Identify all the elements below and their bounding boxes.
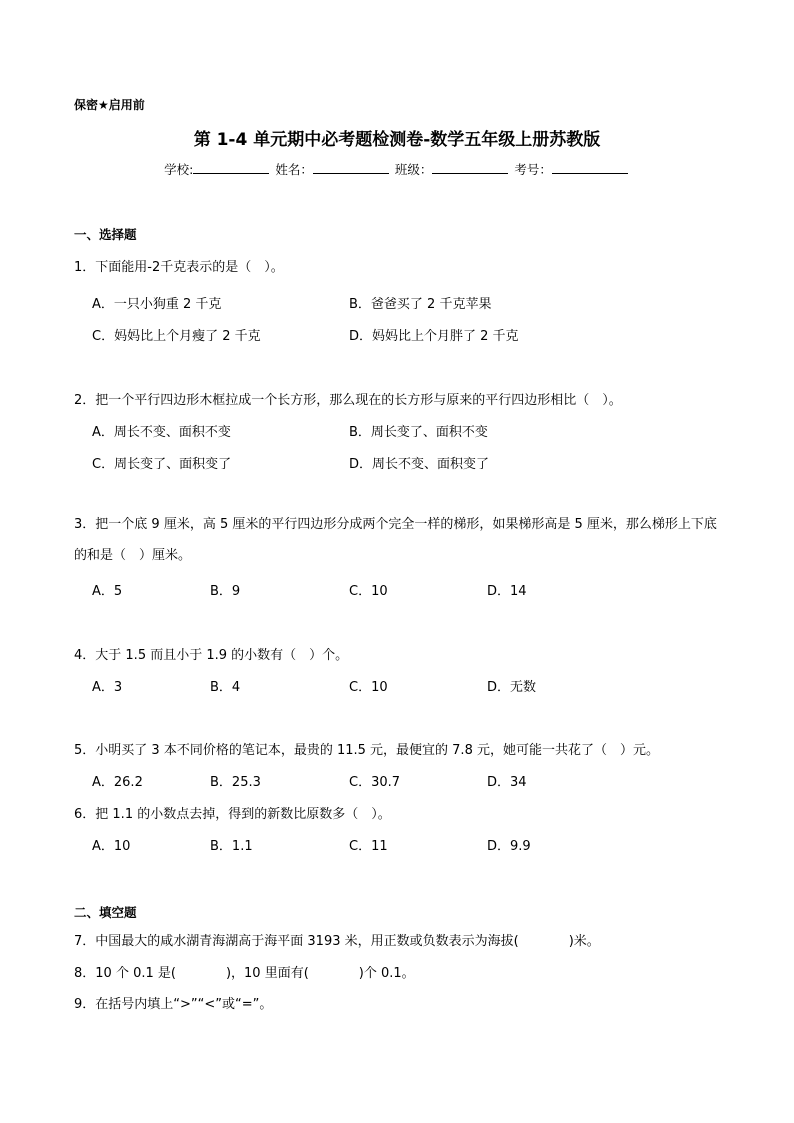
question-text: 中国最大的咸水湖青海湖高于海平面 3193 米，用正数或负数表示为海拔( [95,934,519,949]
question-text: 在括号内填上“>”“<”或“=”。 [95,997,273,1012]
question-2 [74,389,622,408]
question-text: 把一个平行四边形木框拉成一个长方形，那么现在的长方形与原来的平行四边形相比（ ）。 [95,393,622,408]
exam-number-label: 考号： [514,162,552,177]
q5-option-a[interactable]: A．26.2 [92,775,143,790]
q3-option-b[interactable]: B．9 [210,584,241,599]
question-text: 大于 1.5 而且小于 1.9 的小数有（ ）个。 [95,648,349,663]
q3-option-a[interactable]: A．5 [92,584,123,599]
section-title-choice: 一、选择题 [74,227,137,242]
page-title: 第 1-4 单元期中必考题检测卷-数学五年级上册苏教版 [193,130,601,150]
q6-option-b[interactable]: B．1.1 [210,839,253,854]
q4-option-c[interactable]: C．10 [349,680,388,695]
q6-option-c[interactable]: C．11 [349,839,388,854]
q2-option-c[interactable]: C．周长变了、面积变了 [92,457,232,472]
q1-option-d[interactable]: D．妈妈比上个月胖了 2 千克 [349,329,519,344]
name-label: 姓名： [275,162,313,177]
question-3 [74,509,724,571]
question-text-mid: )，10 里面有( [225,966,309,981]
q5-option-b[interactable]: B．25.3 [210,775,261,790]
exam-number-blank[interactable] [552,161,628,174]
q2-option-a[interactable]: A．周长不变、面积不变 [92,425,231,440]
question-text: 下面能用-2千克表示的是（ ）。 [95,260,284,275]
question-number: 5． [74,743,96,758]
question-number: 3． [74,517,96,532]
q6-option-a[interactable]: A．10 [92,839,131,854]
question-9 [74,993,272,1012]
q3-option-c[interactable]: C．10 [349,584,388,599]
question-text: 把一个底 9 厘米，高 5 厘米的平行四边形分成两个完全一样的梯形，如果梯形高是 5 厘米，那么梯形上下底的和是（ ）厘米。 [74,517,717,563]
student-info-row [0,160,794,178]
class-label: 班级： [394,162,433,177]
school-label: 学校: [164,162,194,177]
name-blank[interactable] [313,161,389,174]
question-number: 4． [74,648,96,663]
q1-option-b[interactable]: B．爸爸买了 2 千克苹果 [349,297,492,312]
question-number: 8． [74,966,96,981]
q6-option-d[interactable]: D．9.9 [487,839,531,854]
q4-option-a[interactable]: A．3 [92,680,123,695]
school-blank[interactable] [193,161,269,174]
question-6 [74,803,391,822]
question-5 [74,739,659,758]
question-text: 10 个 0.1 是( [95,966,176,981]
question-4 [74,644,348,663]
q4-option-d[interactable]: D．无数 [487,680,537,695]
question-8 [74,962,415,981]
question-number: 2． [74,393,96,408]
question-number: 1． [74,260,96,275]
question-text-end: )米。 [568,934,600,949]
question-text: 把 1.1 的小数点去掉，得到的新数比原数多（ ）。 [95,807,391,822]
q1-option-c[interactable]: C．妈妈比上个月瘦了 2 千克 [92,329,261,344]
question-7 [74,930,600,949]
question-text: 小明买了 3 本不同价格的笔记本，最贵的 11.5 元，最便宜的 7.8 元，她可能一共花了（ ）元。 [95,743,659,758]
question-text-end: )个 0.1。 [358,966,415,981]
class-blank[interactable] [432,161,508,174]
q1-option-a[interactable]: A．一只小狗重 2 千克 [92,297,222,312]
question-number: 9． [74,997,96,1012]
q5-option-c[interactable]: C．30.7 [349,775,401,790]
q2-option-b[interactable]: B．周长变了、面积不变 [349,425,488,440]
question-number: 7． [74,934,96,949]
q5-option-d[interactable]: D．34 [487,775,527,790]
question-1 [74,256,284,275]
q3-option-d[interactable]: D．14 [487,584,527,599]
confidential-label: 保密★启用前 [74,98,145,112]
q2-option-d[interactable]: D．周长不变、面积变了 [349,457,490,472]
question-number: 6． [74,807,96,822]
section-title-fill: 二、填空题 [74,905,137,920]
q4-option-b[interactable]: B．4 [210,680,241,695]
